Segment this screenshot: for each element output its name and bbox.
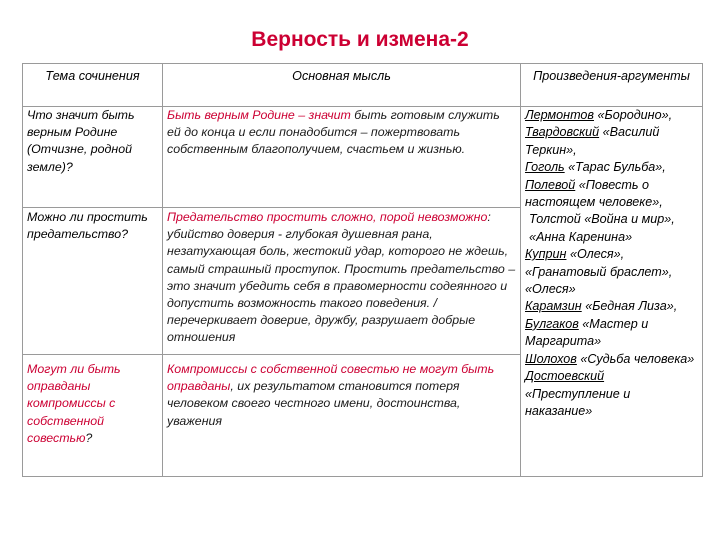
header-topic: Тема сочинения bbox=[23, 64, 163, 107]
work-title: «Преступление и наказание» bbox=[525, 386, 631, 418]
work-title: «Олеся», «Гранатовый браслет», «Олеся» bbox=[525, 247, 673, 297]
idea-highlight: Компромиссы с собственной совестью не могут быть оправданы bbox=[167, 362, 495, 394]
idea-text: быть готовым служить ей до конца и если понадобится – пожертвовать собственным благополучием, счастьем и жизнью. bbox=[167, 108, 500, 157]
work-title: «Судьба человека» bbox=[580, 351, 695, 366]
header-main-idea: Основная мысль bbox=[163, 64, 521, 107]
work-item bbox=[525, 211, 698, 246]
topic-cell: Что значит быть верным Родине (Отчизне, родной земле)? bbox=[23, 107, 163, 208]
work-item bbox=[525, 124, 698, 159]
work-item bbox=[525, 368, 698, 420]
work-item bbox=[525, 177, 698, 212]
table-header-row bbox=[23, 64, 703, 107]
main-idea-cell bbox=[163, 355, 521, 477]
work-item bbox=[525, 246, 698, 298]
work-item bbox=[525, 351, 698, 368]
work-item bbox=[525, 159, 698, 176]
work-title: «Тарас Бульба», bbox=[568, 160, 666, 175]
work-title: «Василий Теркин», bbox=[525, 125, 660, 157]
topic-text: ? bbox=[85, 430, 93, 445]
work-item bbox=[525, 107, 698, 124]
work-author: Булгаков bbox=[525, 316, 579, 331]
work-item bbox=[525, 298, 698, 315]
work-author: Куприн bbox=[525, 247, 567, 262]
header-works: Произведения-аргументы bbox=[521, 64, 703, 107]
work-title: Толстой «Война и мир», «Анна Каренина» bbox=[529, 212, 675, 244]
topic-highlight: Могут ли быть оправданы компромиссы с собственной совестью bbox=[27, 362, 121, 445]
main-idea-cell bbox=[163, 208, 521, 355]
essay-topics-table bbox=[22, 63, 703, 477]
work-author: Полевой bbox=[525, 177, 576, 192]
work-author: Достоевский bbox=[525, 369, 605, 384]
topic-cell: Можно ли простить предательство? bbox=[23, 208, 163, 355]
idea-highlight: Быть верным Родине – значит bbox=[167, 108, 351, 122]
work-item bbox=[525, 316, 698, 351]
works-cell bbox=[521, 107, 703, 477]
work-title: «Повесть о настоящем человеке», bbox=[525, 177, 663, 210]
main-idea-cell bbox=[163, 107, 521, 208]
topic-cell bbox=[23, 355, 163, 477]
table-row bbox=[23, 107, 703, 208]
work-author: Карамзин bbox=[525, 299, 582, 314]
work-title: «Бедная Лиза», bbox=[585, 299, 678, 314]
idea-text: : убийство доверия - глубокая душевная рана, незатухающая боль, жестокий удар, которого не ждешь, самый страшный проступок. Простить предательство – это значит убедить себя в правомерности содеянного и допустить возможность такого поведения. / перечеркивает доверие, дружбу, разрушает добрые отношения bbox=[167, 210, 516, 345]
work-title: «Бородино», bbox=[597, 108, 673, 122]
work-author: Лермонтов bbox=[525, 108, 594, 122]
idea-highlight: Предательство простить сложно, порой невозможно bbox=[167, 210, 488, 224]
work-author: Твардовский bbox=[525, 125, 600, 140]
page-title: Верность и измена-2 bbox=[251, 28, 469, 51]
idea-text: , их результатом становится потеря человеком своего честного имени, достоинства, уважения bbox=[167, 379, 461, 428]
work-author: Шолохов bbox=[525, 351, 577, 366]
work-author: Гоголь bbox=[525, 160, 565, 175]
work-title: «Мастер и Маргарита» bbox=[525, 316, 649, 349]
